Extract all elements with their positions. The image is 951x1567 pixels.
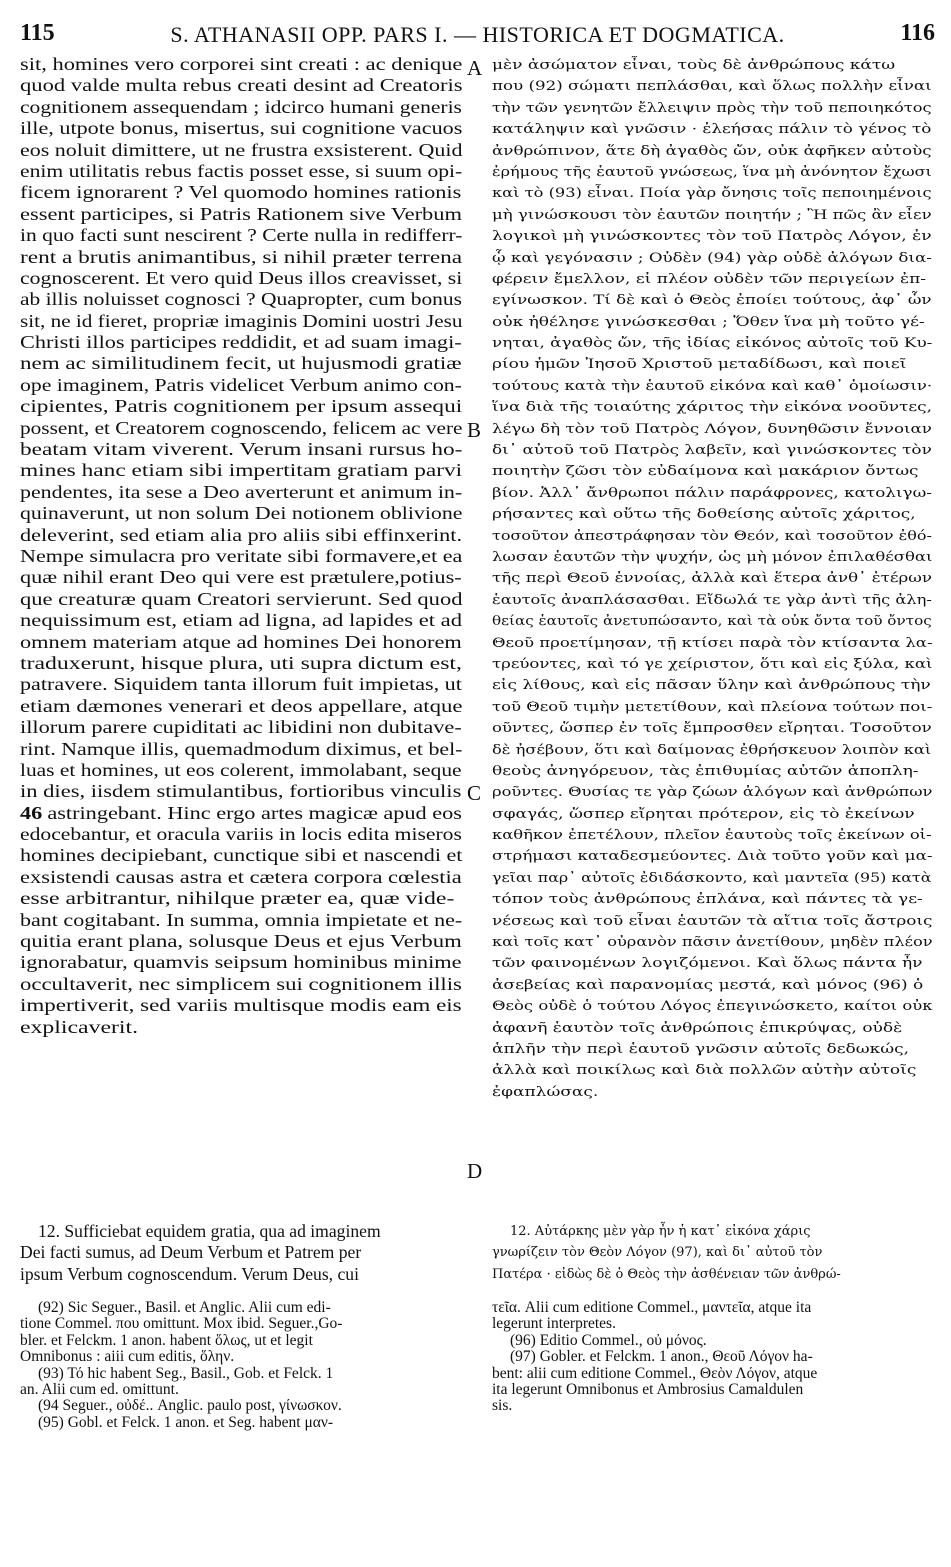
latin-text-line: explicaverit. <box>20 1016 139 1037</box>
margin-marker-a: A <box>467 56 483 80</box>
greek-text-line: τρεύοντες, καὶ τό γε χείριστον, ὅτι καὶ εἰς ξύλα, καὶ <box>492 655 933 671</box>
footnote-line: (97) Gobler. et Felckm. 1 anon., Θεοῦ Λόγον ha- <box>510 1349 813 1366</box>
greek-text-line: ἵνα διὰ τῆς τοιαύτης χάριτος τὴν εἰκόνα νοοῦντες, <box>492 399 933 415</box>
greek-text-line: μὲν ἀσώματον εἶναι, τοὺς δὲ ἀνθρώπους κάτω <box>492 57 896 72</box>
latin-text-line: que creaturæ quam Creatori servierunt. Sed quod <box>20 588 463 609</box>
latin-section-line: 12. Sufficiebat equidem gratia, qua ad imaginem <box>38 1221 381 1241</box>
greek-text-line: νέσεως καὶ τοῦ εἶναι ἑαυτῶν τὰ αἴτια τοῖς ἄστροις <box>492 912 933 928</box>
greek-text-line: δι᾽ αὐτοῦ τοῦ Πατρὸς λαβεῖν, καὶ γινώσκοντες τὸν <box>492 442 932 458</box>
latin-text-line: patravere. Siquidem tanta illorum fuit impietas, ut <box>20 674 462 695</box>
greek-text-line: κατάληψιν καὶ γνῶσιν · ἐλεήσας πάλιν τὸ γένος τὸ <box>492 121 932 137</box>
greek-text-line: ἁπλῆν τὴν περὶ ἑαυτοῦ γνῶσιν αὐτοῖς δεδωκώς, <box>492 1040 910 1056</box>
greek-text-line: ρίου ἡμῶν Ἰησοῦ Χριστοῦ μεταδίδωσι, καὶ ποιεῖ <box>492 356 907 372</box>
footnote-line: tione Commel. που omittunt. Mox ibid. Seguer.,Go- <box>20 1316 343 1333</box>
latin-text-line: edocebantur, et oracula variis in locis edita miseros <box>20 824 462 845</box>
latin-text-line: quod valde multa rebus creati desint ad Creatoris <box>20 75 463 96</box>
greek-text-line: καθῆκον ἐπετέλουν, πλεῖον ἑαυτοὺς τοῖς ἐκείνων οἰ- <box>492 827 932 843</box>
latin-text-line: pendentes, ita sese a Deo averterunt et animum in- <box>20 481 463 502</box>
greek-text-line: ἀνθρώπινον, ἅτε δὴ ἀγαθὸς ὤν, οὐκ ἀφῆκεν αὐτοὺς <box>492 142 932 158</box>
greek-text-line: ποιητὴν ζῶσι τὸν εὐδαίμονα καὶ μακάριον ὄντως <box>492 463 919 479</box>
greek-text-line: ἀφανῆ ἑαυτὸν τοῖς ἀνθρώποις ἐπικρύψας, οὐδὲ <box>492 1019 903 1035</box>
footnote-line: bent: alii cum editione Commel., Θεὸν Λόγον, atque <box>492 1365 818 1382</box>
greek-text-line: ᾧ καὶ γεγόνασιν ; Οὐδὲν (94) γὰρ οὐδὲ ἀλόγων δια- <box>492 249 932 265</box>
latin-text-line: rint. Namque illis, quemadmodum diximus, et bel- <box>20 738 463 759</box>
margin-marker-b: B <box>467 418 482 442</box>
latin-text-line: eos noluit dimittere, ut ne frustra exsisterent. Quid <box>20 139 463 160</box>
bold-line-number: 46 <box>20 802 43 823</box>
latin-text-line: quitia erant plana, solusque Deus et ejus Verbum <box>20 931 462 952</box>
latin-text-line: impertiverit, sed variis multisque modis eam eis <box>20 995 462 1016</box>
latin-text-line: cognitionem assequendam ; idcirco humani generis <box>20 96 462 117</box>
latin-text-line: Christi illos participes reddidit, et ad suam imagi- <box>20 332 462 353</box>
greek-text-line: τῆς περὶ Θεοῦ ἐννοίας, ἀλλὰ καὶ ἕτερα ἀνθ᾽ ἑτέρων <box>492 570 932 586</box>
greek-text-line: λογικοὶ μὴ γινώσκοντες τὸν τοῦ Πατρὸς Λόγον, ἐν <box>492 228 932 244</box>
greek-section-line: γνωρίζειν τὸν Θεὸν Λόγον (97), καὶ δι᾽ αὐτοῦ τὸν <box>492 1245 823 1261</box>
greek-text-line: τοσοῦτον ἀπεστράφησαν τὸν Θεόν, καὶ τοσοῦτον ἐθό- <box>492 527 932 543</box>
footnote-line: sis. <box>492 1398 513 1415</box>
greek-text-line: τοῦ Θεοῦ τιμὴν μετετίθουν, καὶ πλείονα τούτων ποι- <box>492 698 933 714</box>
greek-text-line: καὶ τοῖς κατ᾽ οὐρανὸν πᾶσιν ἀνετίθουν, μηδὲν πλέον <box>492 934 933 950</box>
greek-text-line: ροῦντες. Θυσίας τε γὰρ ζώων ἀλόγων καὶ ἀνθρώπων <box>492 784 933 800</box>
greek-text-line: ρήσαντες καὶ οὕτω τῆς δοθείσης αὐτοῖς χάριτος, <box>492 506 916 522</box>
latin-column <box>20 54 462 1038</box>
greek-text-line: ἀσεβείας καὶ παρανομίας μεστά, καὶ μόνος (96) ὁ <box>492 976 924 992</box>
latin-text-line: nem ac similitudinem fecit, ut hujusmodi gratiæ <box>20 353 462 374</box>
page-header <box>20 18 935 50</box>
margin-marker-c: C <box>467 781 482 805</box>
greek-text-line: γεῖαι παρ᾽ αὐτοῖς ἐδιδάσκοντο, καὶ μαντεῖα (95) κατὰ <box>492 869 932 885</box>
latin-text-line: sit, ne id fieret, propriæ imaginis Domini uostri Jesu <box>20 310 463 331</box>
greek-text-line: που (92) σώματι πεπλάσθαι, καὶ ὅλως πολλὴν εἶναι <box>492 78 932 94</box>
greek-text-line: οῦντες, ὥσπερ ἐν τοῖς ἔμπροσθεν εἴρηται. Τοσοῦτον <box>492 720 932 736</box>
greek-column <box>492 54 932 1102</box>
latin-text-line: ignorabatur, quamvis seipsum hominibus minime <box>20 952 462 973</box>
greek-text-line: εγίνωσκον. Τί δὲ καὶ ὁ Θεὸς ἐποίει τούτους, ἀφ᾽ ὧν <box>492 292 932 308</box>
footnote-line: (92) Sic Seguer., Basil. et Anglic. Alii cum edi- <box>38 1300 331 1316</box>
greek-text-line: μὴ γινώσκουσι τὸν ἑαυτῶν ποιητήν ; Ἢ πῶς ἂν εἶεν <box>492 206 932 222</box>
greek-text-line: σφαγάς, ὥσπερ εἴρηται πρότερον, εἰς τὸ ἐκείνων <box>492 805 915 821</box>
greek-text-line: τῶν φαινομένων λογιζόμενοι. Καὶ ὅλως πάντα ἦν <box>492 955 923 971</box>
latin-text-line: mines hanc etiam sibi impertitam gratiam parvi <box>20 460 463 481</box>
greek-text-line: τούτους κατὰ τὴν ἑαυτοῦ εἰκόνα καὶ καθ᾽ ὁμοίωσιν· <box>492 377 933 393</box>
latin-text-line: ope imaginem, Patris videlicet Verbum animo con- <box>20 374 462 395</box>
latin-section-12 <box>20 1221 462 1285</box>
latin-text-line: etiam dæmones venerari et deos appellare, atque <box>20 695 463 716</box>
footnote-line: (95) Gobl. et Felck. 1 anon. et Seg. habent μαν- <box>38 1414 334 1431</box>
greek-text-line: Θεὸς οὐδὲ ὁ τούτου Λόγος ἐπεγινώσκετο, καίτοι οὐκ <box>492 998 933 1014</box>
footnote-line: τεῖα. Alii cum editione Commel., μαντεῖα, atque ita <box>492 1300 812 1316</box>
footnote-line: (93) Τό hic habent Seg., Basil., Gob. et Felck. 1 <box>38 1365 334 1382</box>
running-title: S. ATHANASII OPP. PARS I. — HISTORICA ET DOGMATICA. <box>170 22 785 47</box>
greek-text-line: ἀλλὰ καὶ ποικίλως καὶ διὰ πολλῶν αὐτὴν αὐτοῖς <box>492 1062 917 1078</box>
greek-text-line: Θεοῦ προετίμησαν, τῇ κτίσει παρὰ τὸν κτίσαντα λα- <box>492 634 933 650</box>
greek-text-line: οὐκ ἠθέλησε γινώσκεσθαι ; Ὅθεν ἵνα μὴ τοῦτο γέ- <box>492 313 925 329</box>
greek-text-line: τὴν τῶν γενητῶν ἔλλειψιν πρὸς τὴν τοῦ πεποιηκότος <box>492 99 932 115</box>
footnote-line: legerunt interpretes. <box>492 1316 616 1333</box>
latin-text-line: omnem materiam atque ad homines Dei honorem <box>20 631 462 652</box>
greek-text-line: ἐρήμους τῆς ἑαυτοῦ γνώσεως, ἵνα μὴ ἀνόνητον ἔχωσι <box>492 163 932 179</box>
page-number-left: 115 <box>20 20 55 46</box>
greek-text-line: ἐφαπλώσας. <box>492 1083 599 1099</box>
latin-text-line: beatam vitam viverent. Verum insani rursus ho- <box>20 439 463 460</box>
page-number-right: 116 <box>900 20 935 46</box>
latin-text-line: deleverint, sed etiam alia pro aliis sibi effinxerint. <box>20 524 463 545</box>
latin-text-line: 46 astringebant. Hinc ergo artes magicæ apud eos <box>20 802 462 823</box>
latin-text-line: possent, et Creatorem cognoscendo, felicem ac vere <box>20 417 463 438</box>
latin-text-line: luas et homines, ut eos colerent, immolabant, seque <box>20 759 462 780</box>
greek-text-line: δὲ ἠσέβουν, ὅτι καὶ δαίμονας ἐθρήσκευον λοιπὸν καὶ <box>492 741 932 757</box>
latin-text-line: traduxerunt, hisque plura, uti supra dictum est, <box>20 652 462 673</box>
greek-text-line: θεοὺς ἀνηγόρευον, τὰς ἐπιθυμίας αὐτῶν ἀποπλη- <box>492 762 919 778</box>
footnote-line: (96) Editio Commel., οὐ μόνος. <box>510 1332 707 1349</box>
latin-text-line: in quo facti sunt nescirent ? Certe nulla in redifferr- <box>20 225 463 246</box>
footnote-line: an. Alii cum ed. omittunt. <box>20 1381 179 1398</box>
latin-text-line: quæ nihil erant Deo qui vere est prætulere,potius- <box>20 567 462 588</box>
latin-text-line: essent participes, si Patris Rationem sive Verbum <box>20 203 463 224</box>
latin-text-line: quinaverunt, ut non solum Dei notionem oblivione <box>20 503 463 524</box>
latin-text-line: ficem ignorarent ? Vel quomodo homines rationis <box>20 182 462 203</box>
footnote-line: ita legerunt Omnibonus et Ambrosius Camaldulen <box>492 1381 804 1398</box>
latin-section-line: Dei facti sumus, ad Deum Verbum et Patrem per <box>20 1242 362 1263</box>
greek-text-line: εἰς λίθους, καὶ εἰς πᾶσαν ὕλην καὶ ἀνθρώπους τὴν <box>492 677 931 693</box>
greek-text-line: λωσαν ἑαυτῶν τὴν ψυχήν, ὡς μὴ μόνον ἐπιλαθέσθαι <box>492 548 933 564</box>
footnote-line: (94 Seguer., οὐδέ.. Anglic. paulo post, γίνωσκον. <box>38 1398 342 1415</box>
latin-text-line: homines decipiebant, cunctique sibi et nascendi et <box>20 845 463 866</box>
greek-text-line: θείας ἑαυτοῖς ἀνετυπώσαντο, καὶ τὰ οὐκ ὄντα τοῦ ὄντος <box>492 613 932 629</box>
latin-text-line: exsistendi causas astra et cætera corpora cœlestia <box>20 866 462 887</box>
latin-text-line: in dies, iisdem stimulantibus, fortioribus vinculis <box>20 781 462 802</box>
footnotes-right <box>492 1300 932 1415</box>
margin-marker-d: D <box>467 1159 483 1183</box>
latin-text-line: bant cogitabant. In summa, omnia impietate et ne- <box>20 909 463 930</box>
latin-text-line: ille, utpote bonus, misertus, sui cognitione vacuos <box>20 118 463 139</box>
latin-text-line: sit, homines vero corporei sint creati : ac denique <box>20 54 463 74</box>
greek-text-line: καὶ τὸ (93) εἶναι. Ποία γὰρ ὄνησις τοῖς πεποιημένοις <box>492 185 932 201</box>
latin-text-line: cognoscerent. Et vero quid Deus illos creavisset, si <box>20 267 463 288</box>
greek-text-line: στρήμασι καταδεσμεύοντες. Διὰ τοῦτο γοῦν καὶ μα- <box>492 848 933 864</box>
greek-text-line: λέγω δὴ τὸν τοῦ Πατρὸς Λόγον, δυνηθῶσιν ἔννοιαν <box>492 420 932 436</box>
footnote-line: Omnibonus : aiii cum editis, ὅλην. <box>20 1349 235 1366</box>
latin-section-line: ipsum Verbum cognoscendum. Verum Deus, cui <box>20 1263 359 1284</box>
footnote-line: bler. et Felckm. 1 anon. habent ὅλως, ut et legit <box>20 1332 313 1349</box>
greek-section-line: Πατέρα · εἰδὼς δὲ ὁ Θεὸς τὴν ἀσθένειαν τῶν ἀνθρώ- <box>492 1266 841 1282</box>
latin-text-line: illorum parere cupiditati ac libidini non dubitave- <box>20 717 462 738</box>
greek-text-line: βίον. Ἀλλ᾽ ἄνθρωποι πάλιν παράφρονες, κατολιγω- <box>492 484 932 500</box>
greek-text-line: φέρειν ἔμελλον, εἰ πλέον οὐδὲν τῶν περιγείων ἐπ- <box>492 270 927 286</box>
latin-text-line: Nempe simulacra pro veritate sibi formavere,et ea <box>20 545 463 566</box>
footnotes-left <box>20 1300 462 1431</box>
latin-text-line: enim utilitatis rebus factis posset esse, si suum opi- <box>20 160 463 181</box>
latin-text-line: ab illis noluisset cognosci ? Quapropter, cum bonus <box>20 289 462 310</box>
greek-text-line: τόπον τοὺς ἀνθρώπους ἐπλάνα, καὶ πάντες τὰ γε- <box>492 891 923 907</box>
greek-text-line: ἑαυτοῖς ἀναπλάσασθαι. Εἴδωλά τε γὰρ ἀντὶ τῆς ἀλη- <box>492 591 932 607</box>
latin-text-line: cipientes, Patris cognitionem per ipsum assequi <box>20 396 463 417</box>
latin-text-line: nequissimum est, etiam ad ligna, ad lapides et ad <box>20 610 463 631</box>
greek-text-line: νηται, ἀγαθὸς ὤν, τῆς ἰδίας εἰκόνος αὐτοῖς τοῦ Κυ- <box>492 335 933 351</box>
greek-section-line: 12. Αὐτάρκης μὲν γὰρ ἦν ἡ κατ᾽ εἰκόνα χάρις <box>510 1224 811 1239</box>
latin-text-line: occultaverit, nec simplicem sui cognitionem illis <box>20 973 462 994</box>
greek-section-12 <box>492 1221 932 1285</box>
latin-text-line: esse arbitrantur, nihilque præter ea, quæ vide- <box>20 888 455 909</box>
latin-text-line: rent a brutis animantibus, si nihil præter terrena <box>20 246 463 267</box>
